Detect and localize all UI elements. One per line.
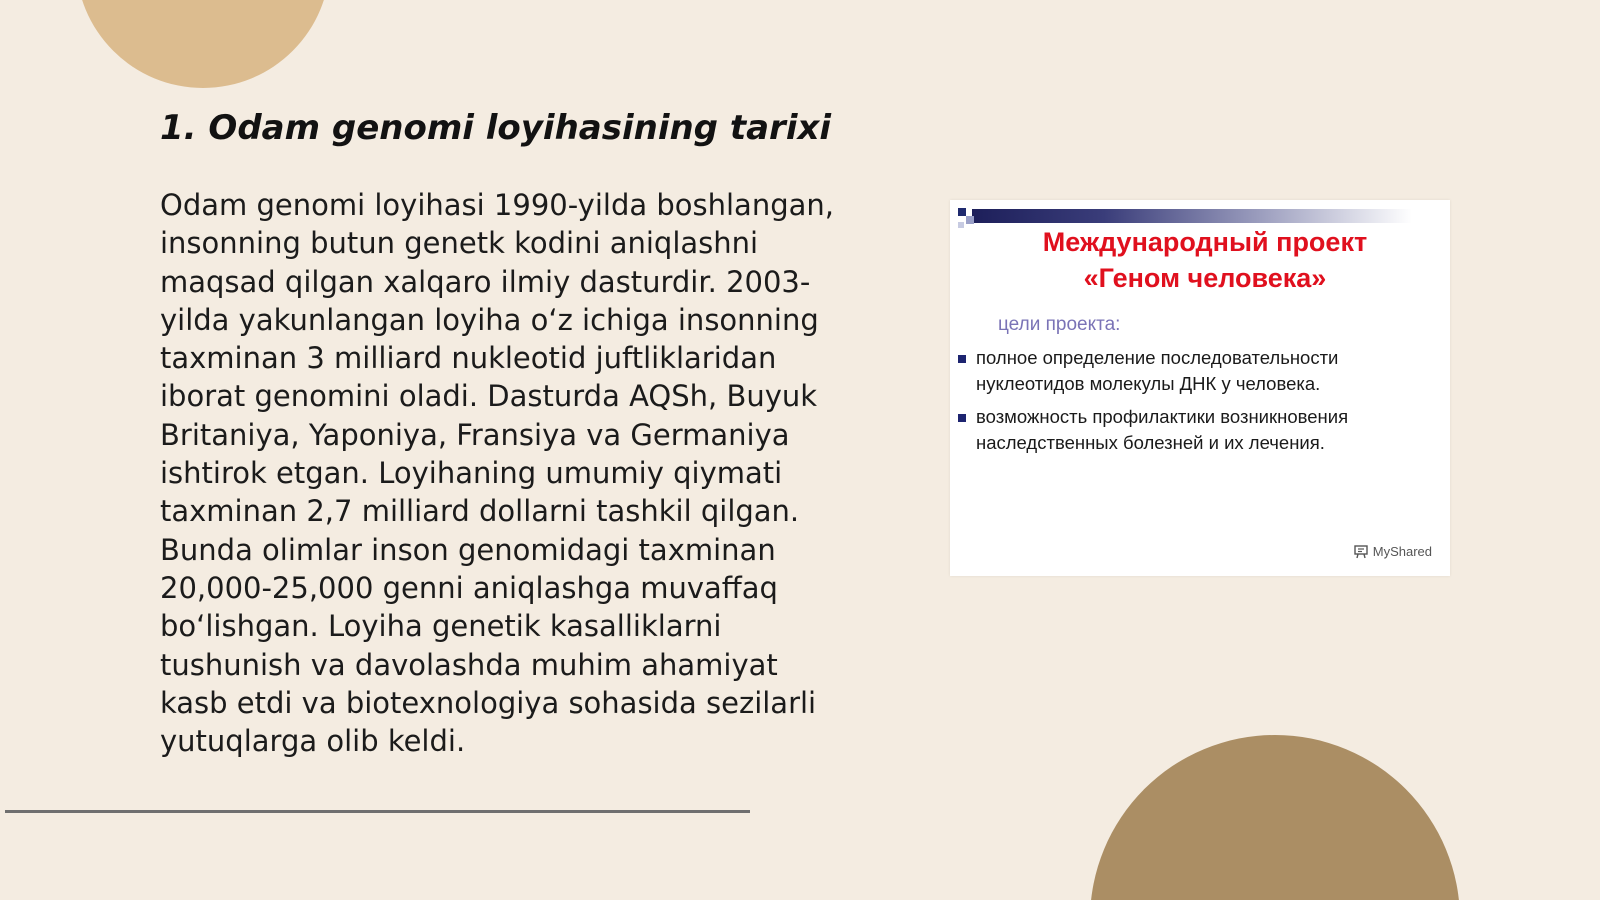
inset-bullet-list: [958, 345, 1438, 463]
inset-heading: [950, 224, 1460, 296]
slide-body-text: Odam genomi loyihasi 1990-yilda boshlangan, insonning butun genetk kodini aniqlashni maqsad qilgan xalqaro ilmiy dasturdir. 2003-yilda yakunlangan loyiha oʻz ichiga insonning taxminan 3 milliard nukleotid juftliklaridan iborat genomini oladi. Dasturda AQSh, Buyuk Britaniya, Yaponiya, Fransiya va Germaniya ishtirok etgan. Loyihaning umumiy qiymati taxminan 2,7 milliard dollarni tashkil qilgan. Bunda olimlar inson genomidagi taxminan 20,000-25,000 genni aniqlashga muvaffaq boʻlishgan. Loyiha genetik kasalliklarni tushunish va davolashda muhim ahamiyat kasb etdi va biotexnologiya sohasida sezilarli yutuqlarga olib keldi.: [160, 188, 834, 759]
inset-heading-line-1: Международный проект: [1042, 227, 1368, 257]
inset-bullet-text: возможность профилактики возникновения наследственных болезней и их лечения.: [976, 406, 1349, 453]
myshared-logo-icon: [1353, 543, 1369, 559]
watermark-text: MyShared: [1372, 543, 1432, 559]
inset-bullet-text: полное определение последовательности нуклеотидов молекулы ДНК у человека.: [976, 347, 1339, 394]
inset-bullet-item: [958, 345, 1438, 397]
decorative-circle-top: [76, 0, 330, 88]
inset-subtitle: цели проекта:: [998, 314, 1121, 335]
square-bullet-icon: [958, 355, 966, 363]
inset-square-decoration: [958, 208, 966, 216]
divider-line: [5, 810, 750, 813]
square-bullet-icon: [958, 414, 966, 422]
inset-bullet-item: [958, 404, 1438, 456]
decorative-circle-bottom: [1090, 735, 1460, 900]
inset-square-decoration: [966, 216, 974, 224]
watermark: [1353, 543, 1432, 559]
inset-gradient-bar: [972, 209, 1412, 223]
inset-heading-line-2: «Геном человека»: [1083, 263, 1327, 293]
inset-slide-image: [950, 200, 1450, 576]
slide-title: 1. Odam genomi loyihasining tarixi: [160, 108, 832, 148]
